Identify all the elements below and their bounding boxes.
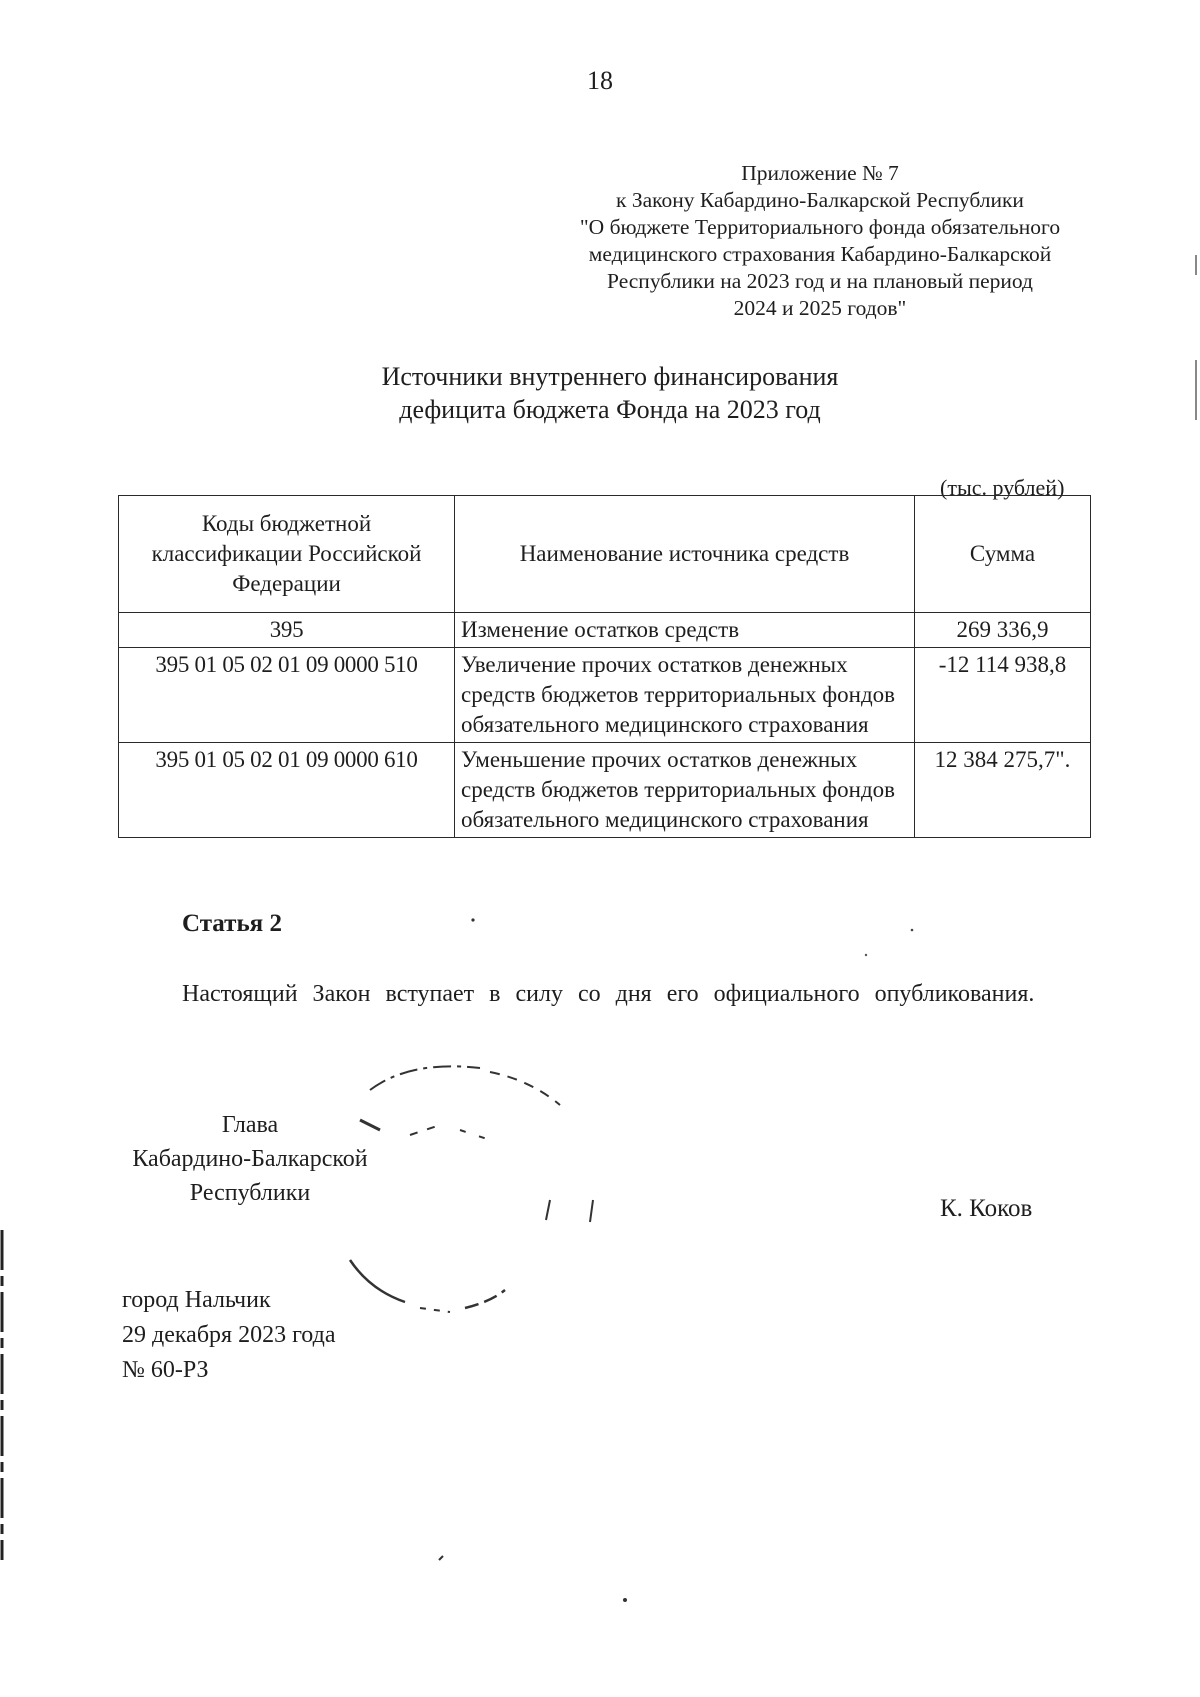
date: 29 декабря 2023 года bbox=[122, 1322, 336, 1348]
header-name: Наименование источника средств bbox=[455, 496, 915, 613]
header-code: Коды бюджетной классификации Российской Федерации bbox=[119, 496, 455, 613]
appendix-line: Приложение № 7 bbox=[741, 161, 899, 185]
signer-title bbox=[100, 1108, 400, 1210]
row-code: 395 bbox=[119, 613, 455, 648]
row-sum: -12 114 938,8 bbox=[915, 648, 1091, 743]
document-title bbox=[330, 360, 890, 426]
signer-line-2: Кабардино-Балкарской bbox=[132, 1146, 368, 1172]
appendix-header bbox=[540, 160, 1100, 322]
law-number: № 60-РЗ bbox=[122, 1357, 209, 1383]
page-number: 18 bbox=[587, 66, 613, 95]
row-code: 395 01 05 02 01 09 0000 510 bbox=[119, 648, 455, 743]
signer-line-3: Республики bbox=[189, 1180, 311, 1206]
appendix-line: к Закону Кабардино-Балкарской Республики bbox=[616, 188, 1024, 212]
row-name: Увеличение прочих остатков денежных средств бюджетов территориальных фондов обязательного медицинского страхования bbox=[455, 648, 915, 743]
appendix-line: медицинского страхования Кабардино-Балкарской bbox=[588, 242, 1052, 266]
row-code: 395 01 05 02 01 09 0000 610 bbox=[119, 743, 455, 838]
table-header-row bbox=[119, 496, 1091, 613]
title-line-2: дефицита бюджета Фонда на 2023 год bbox=[399, 395, 821, 424]
table-row bbox=[119, 613, 1091, 648]
city: город Нальчик bbox=[122, 1287, 271, 1313]
article-heading: Статья 2 bbox=[182, 910, 282, 937]
appendix-line: 2024 и 2025 годов" bbox=[733, 296, 907, 320]
row-name: Изменение остатков средств bbox=[455, 613, 915, 648]
appendix-line: "О бюджете Территориального фонда обязательного bbox=[579, 215, 1061, 239]
place-and-date bbox=[122, 1283, 335, 1388]
signer-line-1: Глава bbox=[221, 1112, 279, 1138]
row-sum: 269 336,9 bbox=[915, 613, 1091, 648]
header-sum: Сумма bbox=[915, 496, 1091, 613]
title-line-1: Источники внутреннего финансирования bbox=[381, 362, 839, 391]
row-name: Уменьшение прочих остатков денежных средств бюджетов территориальных фондов обязательного медицинского страхования bbox=[455, 743, 915, 838]
row-sum: 12 384 275,7". bbox=[915, 743, 1091, 838]
table-row bbox=[119, 743, 1091, 838]
financing-sources-table bbox=[118, 495, 1091, 838]
units-label: (тыс. рублей) bbox=[940, 475, 1065, 500]
law-text: Настоящий Закон вступает в силу со дня его официального опубликования. bbox=[182, 981, 1035, 1007]
appendix-line: Республики на 2023 год и на плановый период bbox=[607, 269, 1033, 293]
table-row bbox=[119, 648, 1091, 743]
signer-name: К. Коков bbox=[940, 1195, 1033, 1222]
